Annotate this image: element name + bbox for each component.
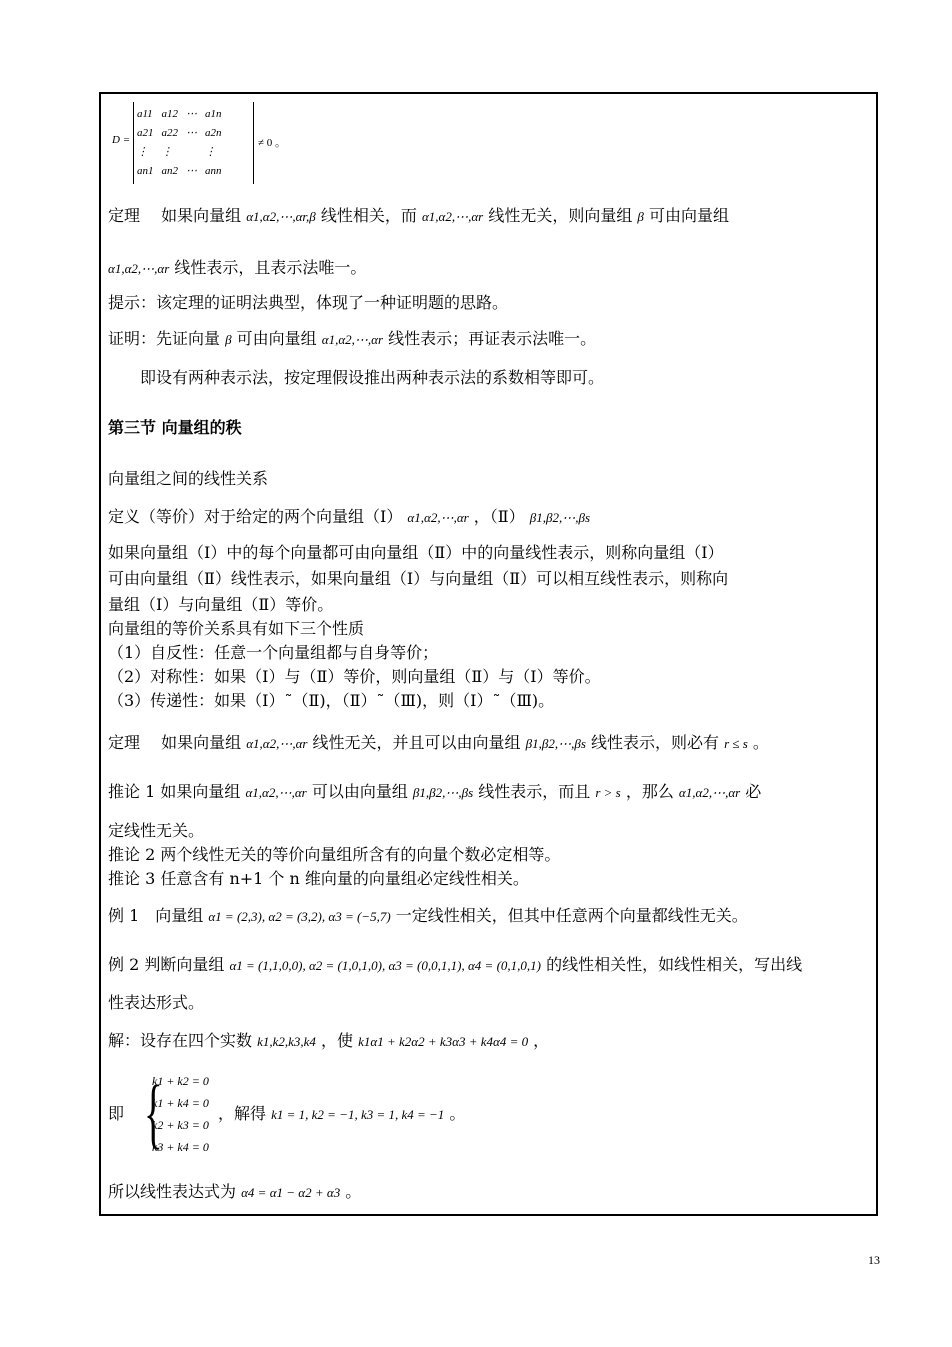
text: ， bbox=[528, 1031, 550, 1050]
text: 。 bbox=[444, 1104, 466, 1123]
text: 可以由向量组 bbox=[306, 782, 413, 801]
text: 一定线性相关，但其中任意两个向量都线性无关。 bbox=[390, 906, 748, 925]
cell: ⋯ bbox=[186, 127, 197, 139]
corollary-1-line-1 bbox=[108, 782, 761, 803]
equation: k3 + k4 = 0 bbox=[152, 1140, 209, 1154]
determinant-matrix bbox=[135, 104, 228, 180]
corollary-1-line-2: 定线性无关。 bbox=[108, 821, 205, 840]
text: 线性表示，则必有 bbox=[585, 733, 725, 752]
cell: an1 bbox=[137, 164, 154, 177]
paragraph-line: 可由向量组（Ⅱ）线性表示，如果向量组（Ⅰ）与向量组（Ⅱ）可以相互线性表示，则称向 bbox=[108, 569, 729, 588]
cell bbox=[184, 142, 203, 161]
cell: a21 bbox=[137, 126, 154, 139]
text: 线性无关，并且可以由向量组 bbox=[307, 733, 526, 752]
text: 定理 如果向量组 bbox=[108, 733, 247, 752]
cell: a2n bbox=[205, 126, 222, 139]
math: β1,β2,⋯,βs bbox=[529, 510, 590, 525]
text: 必 bbox=[740, 782, 762, 801]
solved-values bbox=[218, 1104, 465, 1125]
text: ，（Ⅱ） bbox=[468, 507, 530, 526]
text: 。 bbox=[747, 733, 769, 752]
text: ，那么 bbox=[620, 782, 679, 801]
math: k1 = 1, k2 = −1, k3 = 1, k4 = −1 bbox=[271, 1107, 445, 1122]
math: β1,β2,⋯,βs bbox=[412, 785, 474, 800]
cell: an2 bbox=[161, 164, 178, 177]
math: α1,α2,⋯,αr bbox=[108, 261, 170, 276]
text: 可由向量组 bbox=[643, 206, 729, 225]
text: 推论 1 如果向量组 bbox=[108, 782, 246, 801]
text: 线性表示，而且 bbox=[473, 782, 596, 801]
cell: a1n bbox=[205, 107, 222, 120]
equation: k1 + k2 = 0 bbox=[152, 1074, 209, 1088]
paragraph-line: 量组（Ⅰ）与向量组（Ⅱ）等价。 bbox=[108, 595, 334, 614]
corollary-3: 推论 3 任意含有 n+1 个 n 维向量的向量组必定线性相关。 bbox=[108, 869, 529, 888]
brace-icon: { bbox=[144, 1069, 163, 1156]
text: 线性相关，而 bbox=[315, 206, 422, 225]
text: 线性表示；再证表示法唯一。 bbox=[383, 329, 597, 348]
math: r > s bbox=[595, 785, 621, 800]
example-2-line-1 bbox=[108, 955, 802, 976]
hint-line: 提示：该定理的证明法典型，体现了一种证明题的思路。 bbox=[108, 293, 509, 312]
corollary-2: 推论 2 两个线性无关的等价向量组所含有的向量个数必定相等。 bbox=[108, 845, 561, 864]
text: 例 1 向量组 bbox=[108, 906, 209, 925]
determinant-right-bar bbox=[253, 102, 254, 184]
determinant-label: D = bbox=[112, 134, 131, 146]
math: k1α1 + k2α2 + k3α3 + k4α4 = 0 bbox=[358, 1034, 529, 1049]
determinant-left-bar bbox=[133, 102, 134, 184]
determinant bbox=[108, 98, 308, 188]
section-subtitle: 向量组之间的线性关系 bbox=[108, 469, 269, 488]
text: 证明：先证向量 bbox=[108, 329, 226, 348]
text: 的线性相关性，如线性相关，写出线 bbox=[540, 955, 803, 974]
text: 可由向量组 bbox=[231, 329, 322, 348]
math: r ≤ s bbox=[724, 736, 748, 751]
paragraph-line: 向量组的等价关系具有如下三个性质 bbox=[108, 619, 365, 638]
theorem-line-1 bbox=[108, 206, 729, 227]
math: β bbox=[637, 209, 644, 224]
text: ，解得 bbox=[218, 1104, 272, 1123]
text: 线性表示，且表示法唯一。 bbox=[169, 258, 367, 277]
math: β1,β2,⋯,βs bbox=[525, 736, 586, 751]
page-number: 13 bbox=[868, 1253, 880, 1267]
text: 解：设存在四个实数 bbox=[108, 1031, 258, 1050]
example-2-line-2: 性表达形式。 bbox=[108, 993, 205, 1012]
system-prefix: 即 bbox=[108, 1104, 125, 1123]
math: α1,α2,⋯,αr,β bbox=[246, 209, 316, 224]
equation: k1 + k4 = 0 bbox=[152, 1096, 209, 1110]
math: α1 = (2,3), α2 = (3,2), α3 = (−5,7) bbox=[208, 909, 391, 924]
math: α1,α2,⋯,αr bbox=[678, 785, 741, 800]
text: 例 2 判断向量组 bbox=[108, 955, 230, 974]
cell: ⋮ bbox=[205, 146, 216, 158]
math: k1,k2,k3,k4 bbox=[257, 1034, 316, 1049]
solution-line bbox=[108, 1031, 549, 1052]
section-title: 第三节 向量组的秩 bbox=[108, 418, 242, 437]
math: β bbox=[225, 332, 232, 347]
math: α4 = α1 − α2 + α3 bbox=[241, 1185, 341, 1200]
cell: ann bbox=[205, 164, 222, 177]
math: α1,α2,⋯,αr bbox=[246, 736, 308, 751]
property-transitive: （3）传递性：如果（Ⅰ）˜（Ⅱ)，（Ⅱ）˜（Ⅲ)，则（Ⅰ）˜（Ⅲ)。 bbox=[108, 691, 555, 710]
math: α1,α2,⋯,αr bbox=[245, 785, 307, 800]
final-expression bbox=[108, 1182, 361, 1203]
property-symmetric: （2）对称性：如果（Ⅰ）与（Ⅱ）等价，则向量组（Ⅱ）与（Ⅰ）等价。 bbox=[108, 667, 601, 686]
paragraph-line: 如果向量组（Ⅰ）中的每个向量都可由向量组（Ⅱ）中的向量线性表示，则称向量组（Ⅰ） bbox=[108, 543, 724, 562]
text: 线性无关，则向量组 bbox=[483, 206, 638, 225]
math: α1 = (1,1,0,0), α2 = (1,0,1,0), α3 = (0,0,1,1), α4 = (0,1,0,1) bbox=[229, 958, 541, 973]
cell: a12 bbox=[161, 107, 178, 120]
theorem-line-2 bbox=[108, 258, 366, 279]
proof-line bbox=[108, 329, 596, 350]
cell: a11 bbox=[137, 107, 153, 120]
cell: ⋮ bbox=[161, 146, 173, 158]
theorem-rank-line bbox=[108, 733, 769, 754]
text: 所以线性表达式为 bbox=[108, 1182, 242, 1201]
definition-line bbox=[108, 507, 590, 528]
text: ，使 bbox=[315, 1031, 359, 1050]
math: α1,α2,⋯,αr bbox=[421, 209, 484, 224]
example-1 bbox=[108, 906, 748, 927]
text: 定义（等价）对于给定的两个向量组（Ⅰ） bbox=[108, 507, 408, 526]
equation: k2 + k3 = 0 bbox=[152, 1118, 209, 1132]
cell: a22 bbox=[161, 126, 178, 139]
math: α1,α2,⋯,αr bbox=[321, 332, 384, 347]
cell: ⋮ bbox=[137, 146, 148, 158]
math: α1,α2,⋯,αr bbox=[407, 510, 469, 525]
cell: ⋯ bbox=[186, 165, 197, 177]
text: 定理 如果向量组 bbox=[108, 206, 247, 225]
cell: ⋯ bbox=[186, 108, 197, 120]
determinant-tail: ≠ 0 。 bbox=[258, 137, 287, 149]
property-reflexive: （1）自反性：任意一个向量组都与自身等价； bbox=[108, 643, 439, 662]
text: 。 bbox=[340, 1182, 362, 1201]
proof-detail-line: 即设有两种表示法，按定理假设推出两种表示法的系数相等即可。 bbox=[108, 368, 605, 387]
